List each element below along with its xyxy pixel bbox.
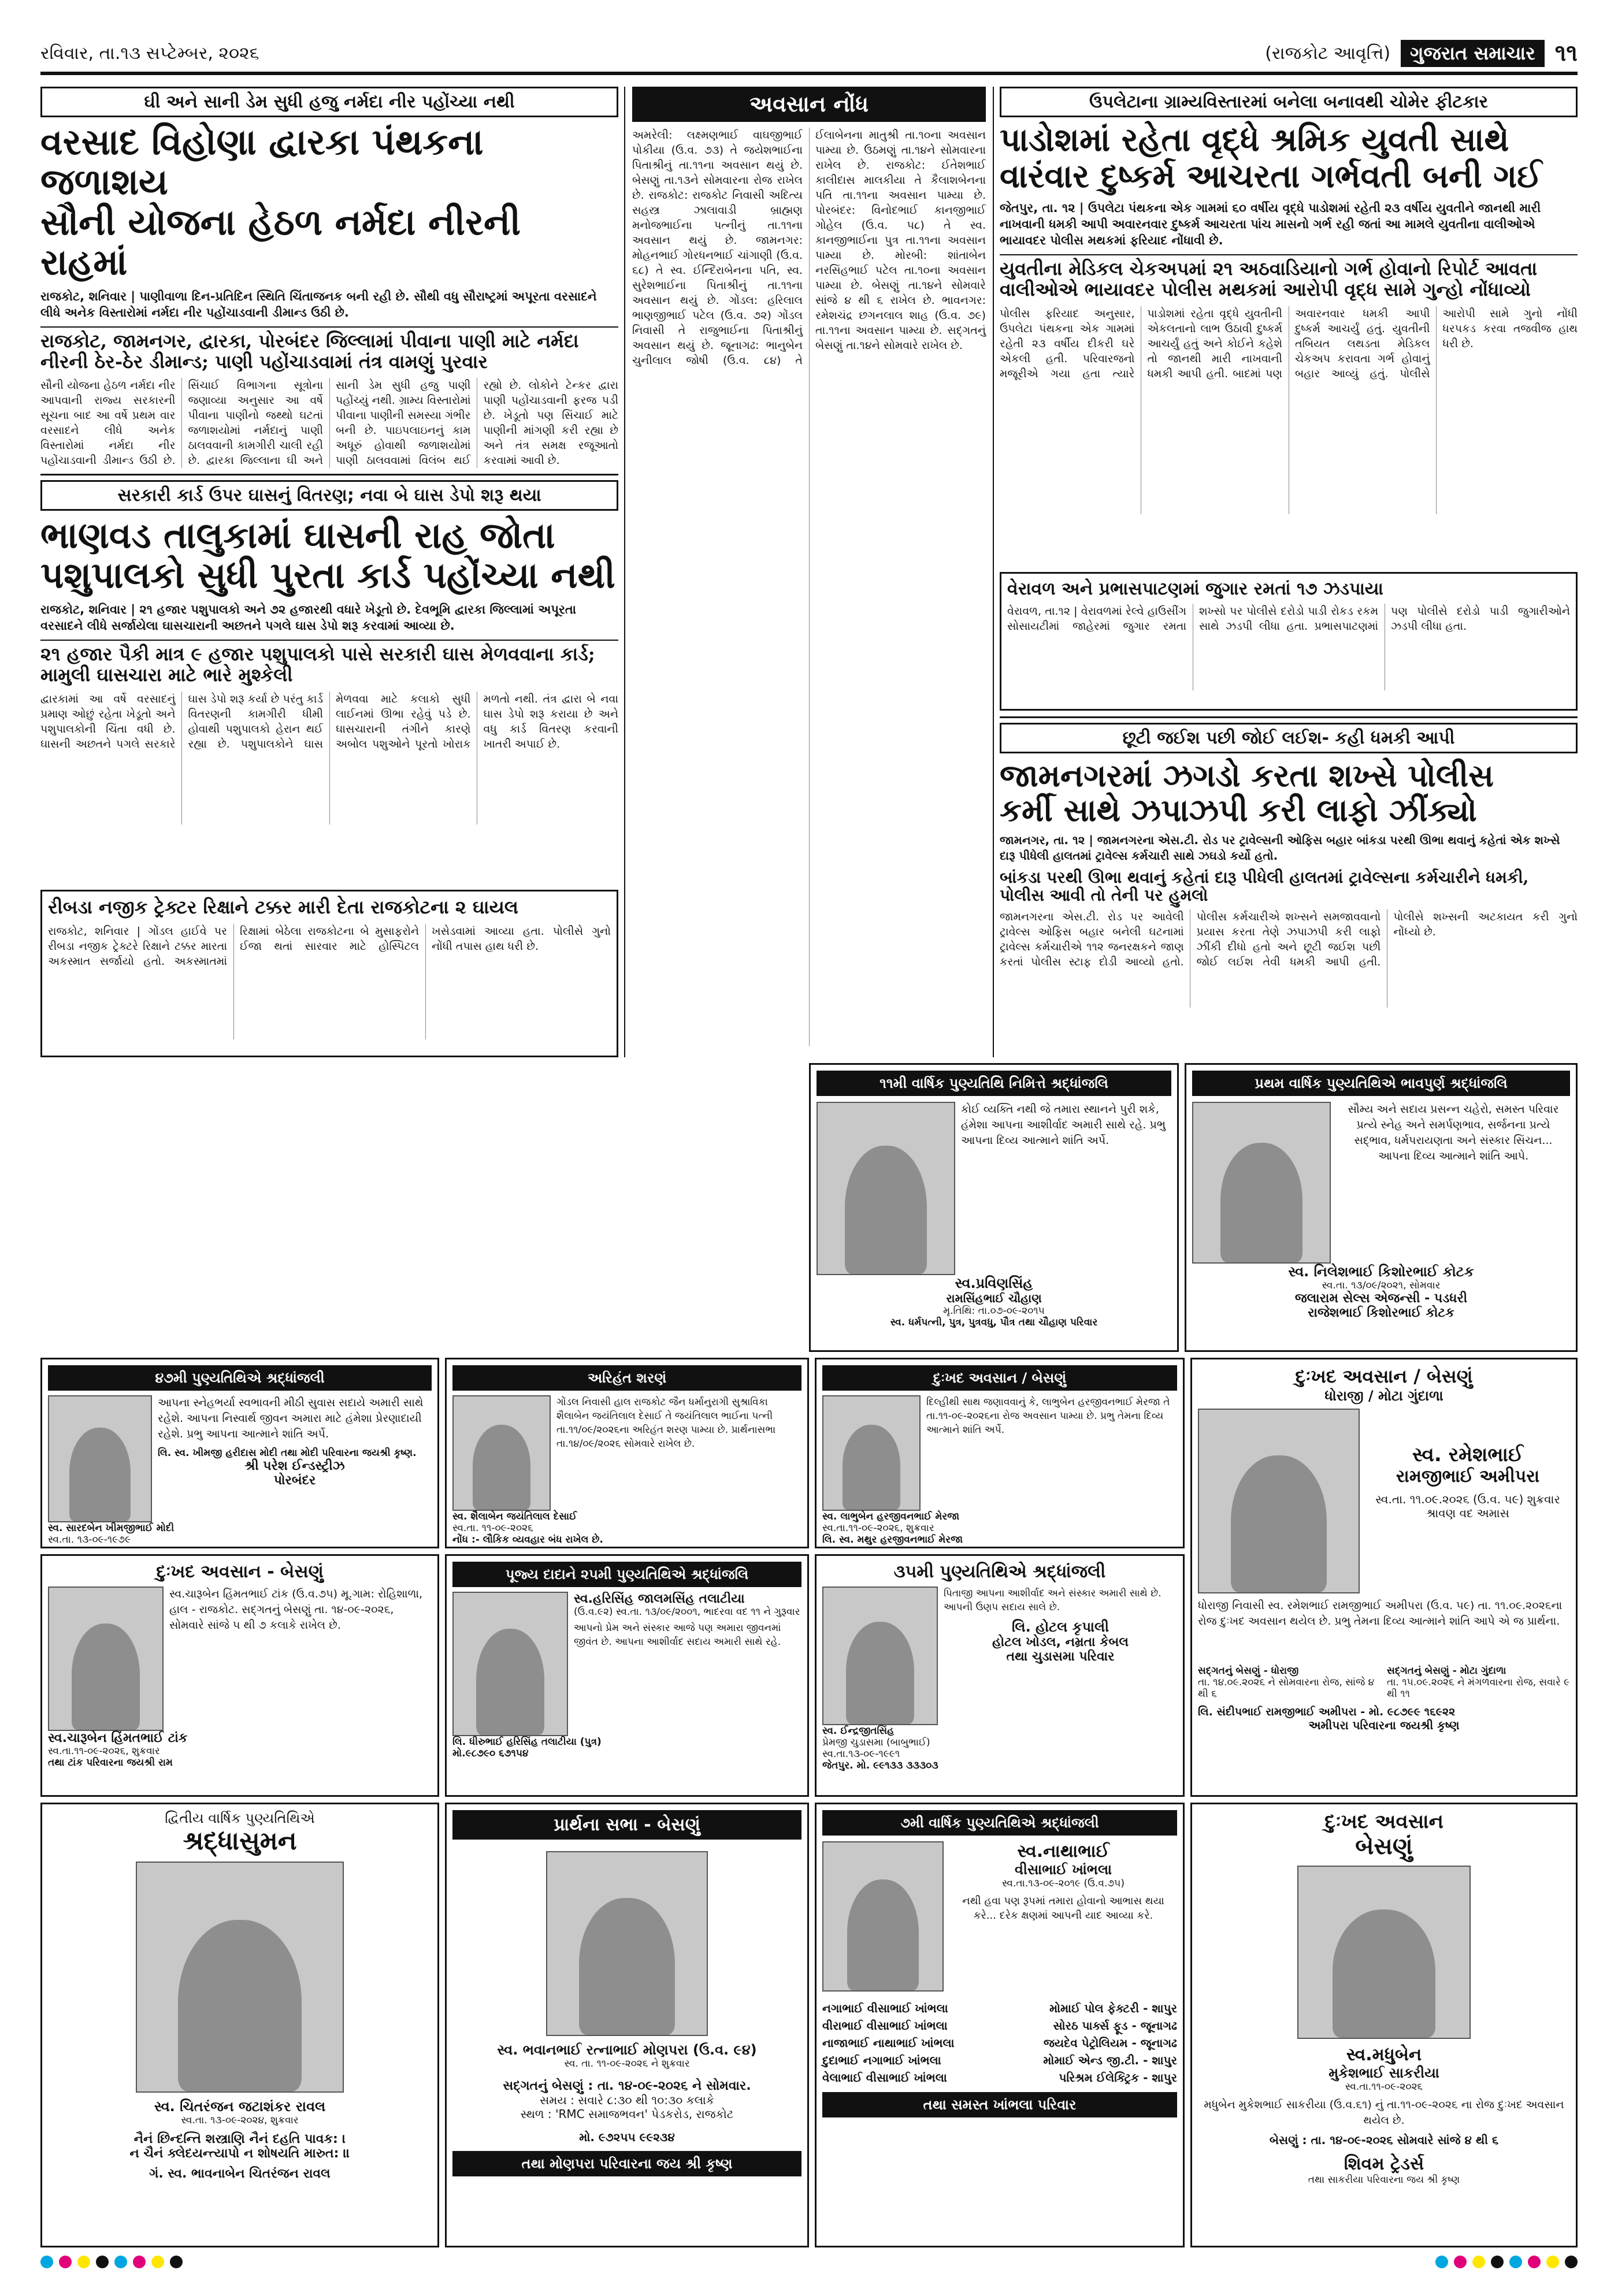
- story-police-lead: જામનગર, તા. ૧૨ | જામનગરના એસ.ટી. રોડ પર ટ્રાવેલ્સની ઓફિસ બહાર બાંકડા પરથી ઊભા થવાનું કહેતાં એક શખ્સે દારૂ પીધેલી હાલતમાં ટ્રાવેલ્સ કર્મચારી સાથે ઝઘડો કર્યો હતો.: [1000, 833, 1560, 863]
- ad-ramesh-date: સ્વ.તા. ૧૧.૦૯.૨૦૨૬ (ઉ.વ. ૫૯) શુક્રવાર: [1375, 1492, 1560, 1506]
- ad-bhavan-name: સ્વ. ભવાનભાઈ રત્નાભાઈ મોણપરા (ઉ.વ. ૯૪): [497, 2042, 757, 2058]
- ad-labhuben-date: સ્વ.તા.૧૧-૦૯-૨૦૨૬, શુક્રવાર: [822, 1522, 934, 1534]
- header-masthead: [1265, 40, 1578, 67]
- ad-bhavan-place: સ્થળ : 'RMC સમાજભવન' પેડકરોડ, રાજકોટ: [520, 2107, 734, 2121]
- family-firm: સોરઠ પાર્ક્સ ફૂડ - જૂનાગઢ: [1053, 2019, 1177, 2033]
- color-registration-marks: [40, 2253, 1578, 2271]
- portrait-photo: [48, 1587, 164, 1731]
- ad-harisinh-text: આપનો પ્રેમ અને સંસ્કાર આજે પણ અમારા જીવનમાં જીવંત છે. આપના આશીર્વાદ સદાય અમારી સાથે રહે.: [574, 1622, 781, 1648]
- page-header: [40, 35, 1578, 75]
- ad-chitranjan-verse2: ન ચૈનં ક્લેદયન્ત્યાપો ન શોષયતિ મારુત: ॥: [129, 2146, 350, 2161]
- portrait-photo: [452, 1592, 568, 1736]
- family-row: [822, 2069, 1177, 2086]
- story-police-subhead: બાંકડા પરથી ઊભા થવાનું કહેતાં દારૂ પીધેલી હાલતમાં ટ્રાવેલ્સના કર્મચારીને ધમકી, પોલીસ આવી તો તેની પર હુમલો: [1000, 867, 1529, 905]
- ad-tribute-indrajitsinh: [815, 1554, 1185, 1797]
- ad-tribute-saradben-family: લિ. સ્વ. ખીમજી હરીદાસ મોદી તથા મોદી પરિવારના જયશ્રી કૃષ્ણ.: [158, 1447, 417, 1459]
- story-police-kicker: છૂટી જઈશ પછી જોઈ લઈશ- કહી ધમકી આપી: [1000, 723, 1578, 753]
- ad-natha-title: ૭મી વાર્ષિક પુણ્યતિથિએ શ્રદ્ધાંજલી: [822, 1810, 1177, 1836]
- ad-labhuben-text: દિલ્હીથી સાથ જણાવવાનું કે, લાભુબેન હરજીવનભાઈ મેરજા તે તા.૧૧-૦૯-૨૦૨૬ના રોજ અવસાન પામ્યા છે. પ્રભુ તેમના દિવ્ય આત્માને શાંતિ અર્પે.: [926, 1396, 1170, 1436]
- ad-madhu-text: મધુબેન મુકેશભાઈ સાકરીયા (ઉ.વ.૬૧) નું તા.૧૧-૦૯-૨૦૨૬ ના રોજ દુઃખદ અવસાન થયેલ છે.: [1204, 2098, 1564, 2127]
- story-water-lead: રાજકોટ, શનિવાર | પાણીવાળા દિન-પ્રતિદિન સ્થિતિ ચિંતાજનક બની રહી છે. સૌથી વધુ સૌરાષ્ટ્રમાં અપૂરતા વરસાદને લીધે અનેક વિસ્તારોમાં નર્મદા નીર પહોંચાડવાની ડીમાન્ડ ઉઠી છે.: [40, 289, 597, 319]
- story-fodder: [40, 474, 618, 884]
- story-crime-kicker: ઉપલેટાના ગ્રામ્યવિસ્તારમાં બનેલા બનાવથી ચોમેર ફીટકાર: [1000, 87, 1578, 117]
- ad-tribute-pravinsinh-name: સ્વ.પ્રવિણસિંહ: [955, 1275, 1033, 1291]
- ad-tribute-pravinsinh: [809, 1063, 1179, 1352]
- portrait-photo: [1297, 1866, 1471, 2039]
- portrait-photo: [48, 1395, 152, 1522]
- ad-tribute-saradben-city: પોરબંદર: [273, 1473, 316, 1488]
- family-row: [822, 2052, 1177, 2069]
- ad-chitranjan-title2: શ્રદ્ધાસુમન: [183, 1826, 297, 1856]
- registration-dot: [96, 2256, 109, 2268]
- story-water: [40, 87, 618, 468]
- ad-ramesh-city: ધોરાજી / મોટા ગુંદાળા: [1324, 1388, 1443, 1404]
- story-crime-headline-2: વારંવાર દુષ્કર્મ આચરતા ગર્ભવતી બની ગઈ: [1000, 157, 1542, 195]
- registration-dot: [77, 2256, 90, 2268]
- story-crime-lead: જેતપુર, તા. ૧૨ | ઉપલેટા પંથકના એક ગામમાં ૬૦ વર્ષીય વૃદ્ધે પાડોશમાં રહેતી ૨૩ વર્ષીય યુવતીને જાનથી મારી નાખવાની ધમકી આપી અવારનવાર દુષ્કર્મ આચરતા પાંચ માસનો ગર્ભ રહી જતાં આ મામલે યુવતીના વાલીઓએ ભાયાવદર પોલીસ મથકમાં ફરિયાદ નોંધાવી છે.: [1000, 201, 1541, 248]
- portrait-photo: [546, 1851, 708, 2036]
- family-firm: જયદેવ પેટ્રોલિયમ - જૂનાગઢ: [1043, 2036, 1177, 2050]
- ad-natha-text: નથી હવા પણ રૂપમાં તમારા હોવાનો આભાસ થયા કરે... દરેક ક્ષણમાં આપની યાદ આવ્યા કરે.: [962, 1895, 1164, 1922]
- ad-tribute-nilesh-date: સ્વ.તા. ૧૩/૦૯/૨૦૨૧, સોમવાર: [1322, 1280, 1441, 1291]
- ad-madhu-title: દુઃખદ અવસાન: [1324, 1810, 1443, 1833]
- ad-ramesh-bes1-date: તા. ૧૪.૦૯.૨૦૨૬ ને સોમવારના રોજ, સાંજે ૪ થી ૬: [1198, 1677, 1375, 1700]
- header-edition: (રાજકોટ આવૃત્તિ): [1265, 43, 1391, 64]
- paper-logo: ગુજરાત સમાચાર: [1401, 40, 1545, 67]
- ad-ramesh-bes1: સદ્ગતનું બેસણું - ધોરાજી: [1198, 1665, 1299, 1677]
- ad-chitranjan-title: દ્વિતીય વાર્ષિક પુણ્યતિથિએ: [165, 1810, 315, 1826]
- ad-tribute-nilesh-title: પ્રથમ વાર્ષિક પુણ્યતિથિએ ભાવપુર્ણ શ્રદ્ધાંજલિ: [1192, 1071, 1570, 1096]
- ad-tribute-saradben-firm: શ્રી પરેશ ઈન્ડસ્ટ્રીઝ: [244, 1459, 345, 1473]
- ad-ramesh-name2: રામજીભાઈ અમીપરા: [1396, 1466, 1540, 1487]
- ad-obit-labhuben: [815, 1358, 1185, 1548]
- ad-tribute-saradben-title: ૪૭મી પુણ્યતિથિએ શ્રદ્ધાંજલી: [48, 1365, 432, 1391]
- ad-bhavan-date: સ્વ. તા. ૧૧-૦૯-૨૦૨૬ ને શુક્રવાર: [564, 2058, 690, 2070]
- portrait-photo: [452, 1395, 551, 1511]
- portrait-photo: [822, 1587, 938, 1725]
- ad-madhu-firm: શિવમ ટ્રેડર્સ: [1344, 2154, 1424, 2174]
- story-fodder-subhead: ૨૧ હજાર પૈકી માત્ર ૯ હજાર પશુપાલકો પાસે સરકારી ઘાસ મેળવવાના કાર્ડ; મામુલી ઘાસચારા માટે ભારે મુશ્કેલી: [40, 640, 618, 686]
- ad-tribute-nilesh: [1185, 1063, 1578, 1352]
- ad-natha-name2: વીસાભાઈ ખાંભલા: [1015, 1862, 1112, 1878]
- registration-dot: [1435, 2256, 1448, 2268]
- ad-tribute-nilesh-family: જલારામ સેલ્સ એજન્સી - પડધરી: [1294, 1291, 1468, 1306]
- ad-obit-charuben: [40, 1554, 439, 1797]
- family-firm: મોમાઈ પોલ ફેક્ટરી - શાપુર: [1049, 2001, 1177, 2015]
- family-member: નાજાભાઈ નાથાભાઈ ખાંભલા: [822, 2036, 955, 2050]
- ad-charuben-date: સ્વ.તા.૧૧-૦૯-૨૦૨૬, શુક્રવાર: [48, 1745, 160, 1757]
- ad-bhavan-title: પ્રાર્થના સભા - બેસણું: [452, 1810, 801, 1840]
- ad-bhavan-phone: મો. ૯૭૨૫૫ ૯૯૨૩૪: [579, 2130, 675, 2144]
- story-water-subhead: રાજકોટ, જામનગર, દ્વારકા, પોરબંદર જિલ્લામાં પીવાના પાણી માટે નર્મદા નીરની ઠેર-ઠેર ડીમાન્ડ; પાણી પહોંચાડવામાં તંત્ર વામણું પુરવાર: [40, 326, 618, 373]
- story-water-kicker: ઘી અને સાની ડેમ સુધી હજુ નર્મદા નીર પહોંચ્યા નથી: [40, 87, 618, 117]
- story-accident-headline: રીબડા નજીક ટ્રેક્ટર રિક્ષાને ટક્કર મારી દેતા રાજકોટના ૨ ઘાયલ: [48, 896, 518, 918]
- registration-dot: [151, 2256, 164, 2268]
- family-row: [822, 2034, 1177, 2052]
- story-gambling: [1000, 572, 1578, 711]
- ad-arihant-title: અરિહંત શરણં: [452, 1365, 801, 1391]
- story-water-headline-2: સૌની યોજના હેઠળ નર્મદા નીરની રાહમાં: [40, 200, 521, 284]
- ad-chitranjan-date: સ્વ.તા. ૧૩-૦૯-૨૦૨૪, શુક્રવાર: [181, 2115, 299, 2126]
- ad-indrajit-family: તથા ચુડાસમા પરિવાર: [1006, 1649, 1115, 1664]
- story-crime-body: પોલીસ ફરિયાદ અનુસાર, ઉપલેટા પંથકના એક ગામમાં રહેતી ૨૩ વર્ષીય દીકરી ઘરે એકલી હતી. પરિવારજનો મજૂરીએ ગયા હતા ત્યારે પાડોશમાં રહેતા વૃદ્ધે યુવતીની એકલતાનો લાભ ઉઠાવી દુષ્કર્મ આચર્યું હતું અને કોઈને કહેશે તો જાનથી મારી નાખવાની ધમકી આપી હતી. બાદમાં પણ અવારનવાર ધમકી આપી દુષ્કર્મ આચર્યું હતું. યુવતીની તબિયત લથડતા મેડિકલ ચેકઅપ કરાવતા ગર્ભ હોવાનું બહાર આવ્યું હતું. પોલીસે આરોપી સામે ગુનો નોંધી ધરપકડ કરવા તજવીજ હાથ ધરી છે.: [1000, 307, 1578, 381]
- ad-natha-name: સ્વ.નાથાભાઈ: [1017, 1841, 1109, 1862]
- obituary-section: [624, 87, 994, 1057]
- registration-dot: [40, 2256, 53, 2268]
- ad-arihant-note: નોંધ :- લૌકિક વ્યવહાર બંધ રાખેલ છે.: [452, 1534, 603, 1545]
- story-accident: [40, 890, 618, 1057]
- ad-tribute-nilesh-family2: રાજેશભાઈ કિશોરભાઈ કોટક: [1308, 1306, 1454, 1320]
- ad-arihant-text: ગોંડલ નિવાસી હાલ રાજકોટ જૈન ધર્માનુરાગી સુશ્રાવિકા શૈલાબેન જયંતિલાલ દેસાઈ તે જયંતિલાલ ભાઈના પત્ની તા.૧૧/૦૯/૨૦૨૬ના અરિહંત શરણ પામ્યા છે. પ્રાર્થનાસભા તા.૧૪/૦૯/૨૦૨૬ સોમવારે રાખેલ છે.: [556, 1396, 776, 1450]
- family-member: નગાભાઈ વીસાભાઈ ખાંભલા: [822, 2001, 948, 2015]
- ad-madhu-besanu: બેસણું : તા. ૧૪-૦૯-૨૦૨૬ સોમવારે સાંજે ૪ થી ૬: [1269, 2133, 1499, 2147]
- registration-dot: [59, 2256, 72, 2268]
- ad-labhuben-name: સ્વ. લાભુબેન હરજીવનભાઈ મેરજા: [822, 1511, 960, 1522]
- ad-madhu-title2: બેસણું: [1355, 1833, 1413, 1860]
- ad-bhavan-family: તથા મોણપરા પરિવારના જય શ્રી કૃષ્ણ: [452, 2151, 801, 2176]
- story-police: [1000, 716, 1578, 1057]
- portrait-photo: [1192, 1102, 1331, 1264]
- ad-tribute-pravinsinh-title: ૧૧મી વાર્ષિક પુણ્યતિથિ નિમિત્તે શ્રદ્ધાંજલિ: [817, 1071, 1171, 1096]
- story-water-headline-1: વરસાદ વિહોણા દ્વારકા પંથકના જળાશય: [40, 121, 484, 203]
- ad-bhavan-time: સમય : સવારે ૮:૩૦ થી ૧૦:૩૦ કલાકે: [540, 2093, 714, 2107]
- ad-harisinh-date: (ઉ.વ.૯૨) સ્વ.તા. ૧૩/૦૯/૨૦૦૧, ભાદરવા વદ ૧૧ ને ગુરૂવાર: [574, 1606, 800, 1618]
- ad-indrajit-date: સ્વ.તા.૧૩-૦૯-૧૯૯૧: [822, 1748, 900, 1760]
- ad-natha-family: તથા સમસ્ત ખાંભલા પરિવાર: [822, 2092, 1177, 2117]
- ad-bhavan-besanu: સદ્ગતનું બેસણું : તા. ૧૪-૦૯-૨૦૨૬ ને સોમવાર.: [503, 2079, 751, 2093]
- story-police-headline-1: જામનગરમાં ઝગડો કરતા શખ્સે પોલીસ: [1000, 757, 1494, 794]
- registration-dot: [133, 2256, 146, 2268]
- ad-tribute-pravinsinh-date: મૃ.તિથિ: તા.૦૭-૦૯-૨૦૧૫: [943, 1305, 1045, 1317]
- family-row: [822, 2017, 1177, 2034]
- obituary-title: અવસાન નોંધ: [632, 87, 986, 122]
- portrait-photo: [817, 1102, 955, 1275]
- ad-ramesh-text: ધોરાજી નિવાસી સ્વ. રમેશભાઈ રામજીભાઈ અમીપરા (ઉ.વ. ૫૯) તા. ૧૧.૦૯.૨૦૨૬ના રોજ દુઃખદ અવસાન થયેલ છે. પ્રભુ તેમના દિવ્ય આત્માને શાંતિ આપે એ જ પ્રાર્થના.: [1198, 1599, 1563, 1628]
- ad-prayer-bhavanbhai: [445, 1803, 809, 2247]
- ad-tribute-nathabhai: [815, 1803, 1185, 2247]
- ad-tribute-nilesh-text: સૌમ્ય અને સદાય પ્રસન્ન ચહેરો, સમસ્ત પરિવાર પ્રત્યે સ્નેહ અને સમર્પણભાવ, સર્જનના પ્રત્યે સદ્ભાવ, ધર્મપરાયણતા અને સંસ્કાર સિંચન... આપના દિવ્ય આત્માને શાંતિ આપે.: [1348, 1103, 1559, 1162]
- ad-tribute-pravinsinh-family: સ્વ. ધર્મપત્ની, પુત્ર, પુત્રવધુ, પૌત્ર તથા ચૌહાણ પરિવાર: [890, 1317, 1098, 1328]
- color-dots-left: [40, 2256, 183, 2268]
- story-crime-headline-1: પાડોશમાં રહેતા વૃદ્ધે શ્રમિક યુવતી સાથે: [1000, 121, 1509, 159]
- portrait-photo: [136, 1862, 344, 2093]
- page-number: ૧૧: [1554, 40, 1578, 66]
- ad-charuben-family: તથા ટાંક પરિવારના જયશ્રી રામ: [48, 1757, 173, 1769]
- ad-madhu-date: સ્વ.તા.૧૧-૦૯-૨૦૨૬: [1345, 2081, 1423, 2093]
- registration-dot: [1491, 2256, 1504, 2268]
- ad-ramesh-date2: શ્રાવણ વદ અમાસ: [1426, 1506, 1509, 1520]
- family-member: વેલાભાઈ વીસાભાઈ ખાંભલા: [822, 2071, 947, 2085]
- ad-madhu-family: તથા સાકરીયા પરિવારના જય શ્રી કૃષ્ણ: [1308, 2174, 1460, 2186]
- family-member: વીરાભાઈ વીસાભાઈ ખાંભલા: [822, 2019, 948, 2033]
- portrait-photo: [822, 1395, 921, 1511]
- ad-harisinh-title: પૂજ્ય દાદાને ૨૫મી પુણ્યતિથિએ શ્રદ્ધાંજલિ: [452, 1562, 801, 1587]
- ad-ramesh-name: સ્વ. રમેશભાઈ: [1412, 1443, 1524, 1466]
- ad-labhuben-title: દુઃખદ અવસાન / બેસણું: [822, 1365, 1177, 1391]
- ad-indrajit-name2: પ્રેમજી ચુડાસમા (બાબુભાઈ): [822, 1737, 930, 1748]
- family-row: [822, 2000, 1177, 2017]
- ad-charuben-name: સ્વ.ચારૂબેન હિંમતભાઈ ટાંક: [48, 1731, 188, 1745]
- ad-chitranjan-family: ગં. સ્વ. ભાવનાબેન ચિતરંજન રાવલ: [149, 2167, 331, 2181]
- ad-tribute-saradben: [40, 1358, 439, 1548]
- registration-dot: [1528, 2256, 1541, 2268]
- ad-harisinh-family: લિ. ધીરુભાઈ હરિસિંહ તલાટીયા (પુત્ર): [452, 1736, 602, 1748]
- story-fodder-headline-1: ભાણવડ તાલુકામાં ઘાસની રાહ જોતા: [40, 514, 555, 556]
- ad-tribute-pravinsinh-name2: રામસિંહભાઈ ચૌહાણ: [946, 1291, 1042, 1305]
- ad-tribute-saradben-name: સ્વ. સારદબેન ખીમજીભાઈ મોદી: [48, 1522, 175, 1534]
- family-firm: પરિશ્રમ ઈલેક્ટ્રિક - શાપુર: [1059, 2071, 1177, 2085]
- registration-dot: [170, 2256, 183, 2268]
- story-fodder-body: દ્વારકામાં આ વર્ષે વરસાદનું પ્રમાણ ઓછું રહેતા ખેડૂતો અને પશુપાલકોની ચિંતા વધી છે. ઘાસની અછતને પગલે સરકારે ઘાસ ડેપો શરૂ કર્યા છે પરંતુ કાર્ડ વિતરણની કામગીરી ધીમી હોવાથી પશુપાલકો હેરાન થઈ રહ્યા છે. પશુપાલકોને ઘાસ મેળવવા માટે કલાકો સુધી લાઈનમાં ઊભા રહેવું પડે છે. ઘાસચારાની તંગીને કારણે અબોલ પશુઓને પૂરતો ખોરાક મળતો નથી. તંત્ર દ્વારા બે નવા ઘાસ ડેપો શરૂ કરાયા છે અને વધુ કાર્ડ વિતરણ કરવાની ખાતરી અપાઈ છે.: [40, 692, 618, 751]
- ad-tribute-saradben-text: આપના સ્નેહભર્યા સ્વભાવની મીઠી સુવાસ સદાયે અમારી સાથે રહેશે. આપના નિસ્વાર્થ જીવન અમારા માટે હંમેશા પ્રેરણાદાયી રહેશે. પ્રભુ આપના આત્માને શાંતિ અર્પે.: [158, 1396, 424, 1440]
- ad-chitranjan-verse: નૈનં છિન્દન્તિ શસ્ત્રાણિ નૈનં દહતિ પાવક: ।: [133, 2132, 346, 2146]
- ad-obit-madhuben: [1190, 1803, 1578, 2247]
- ad-tribute-pravinsinh-text: કોઈ વ્યક્તિ નથી જે તમારા સ્થાનને પુરી શકે, હંમેશા આપના આશીર્વાદ અમારી સાથે રહે. પ્રભુ આપના દિવ્ય આત્માને શાંતિ અર્પે.: [961, 1103, 1166, 1147]
- family-firm: મોમાઈ એન્ડ જી.ટી. - શાપુર: [1043, 2053, 1177, 2067]
- story-crime: [1000, 87, 1578, 566]
- registration-dot: [1472, 2256, 1485, 2268]
- ad-arihant-sharanam: [445, 1358, 809, 1548]
- ad-indrajit-title: ૩૫મી પુણ્યતિથિએ શ્રદ્ધાંજલી: [893, 1562, 1106, 1582]
- ad-tribute-nilesh-name: સ્વ. નિલેશભાઈ કિશોરભાઈ કોટક: [1288, 1264, 1474, 1280]
- registration-dot: [114, 2256, 127, 2268]
- family-member: દુદાભાઈ નગાભાઈ ખાંભલા: [822, 2053, 941, 2067]
- ad-indrajit-text: પિતાજી આપના આશીર્વાદ અને સંસ્કાર અમારી સાથે છે. આપની ઉણપ સદાય સાલે છે.: [944, 1588, 1161, 1613]
- ad-ramesh-family2: અમીપરા પરિવારના જયશ્રી કૃષ્ણ: [1308, 1718, 1460, 1732]
- ad-ramesh-bes2-date: તા. ૧૫.૦૯.૨૦૨૬ ને મંગળવારના રોજ, સવારે ૯ થી ૧૧: [1387, 1677, 1570, 1700]
- story-police-headline-2: કર્મી સાથે ઝપાઝપી કરી લાફો ઝીંક્યો: [1000, 792, 1477, 829]
- ad-madhu-name2: મુકેશભાઈ સાકરીયા: [1328, 2065, 1439, 2081]
- ad-harisinh-phone: મો.૯૮૭૯૦ ૬૭૧૫૪: [452, 1748, 529, 1759]
- ad-indrajit-firm: લિ. હોટલ કૃપાલી: [1012, 1619, 1109, 1635]
- ad-tribute-chitranjan: [40, 1803, 439, 2247]
- registration-dot: [1509, 2256, 1522, 2268]
- story-accident-body: રાજકોટ, શનિવાર | ગોંડલ હાઈવે પર રીબડા નજીક ટ્રેક્ટરે રિક્ષાને ટક્કર મારતા અકસ્માત સર્જાયો હતો. અકસ્માતમાં રિક્ષામાં બેઠેલા રાજકોટના બે મુસાફરોને ઈજા થતાં સારવાર માટે હોસ્પિટલ ખસેડવામાં આવ્યા હતા. પોલીસે ગુનો નોંધી તપાસ હાથ ધરી છે.: [48, 924, 611, 968]
- story-crime-subhead: યુવતીના મેડિકલ ચેકઅપમાં ૨૧ અઠવાડિયાનો ગર્ભ હોવાનો રિપોર્ટ આવતા વાલીઓએ ભાયાવદર પોલીસ મથકમાં આરોપી વૃદ્ધ સામે ગુન્હો નોંધાવ્યો: [1000, 254, 1578, 300]
- story-water-body: સૌની યોજના હેઠળ નર્મદા નીર આપવાની રાજ્ય સરકારની સૂચના બાદ આ વર્ષે પ્રથમ વાર વરસાદને લીધે અનેક વિસ્તારોમાં નર્મદા નીર પહોંચાડવાની ડીમાન્ડ ઉઠી છે. સિંચાઈ વિભાગના સૂત્રોના જણાવ્યા અનુસાર આ વર્ષે પીવાના પાણીનો જથ્થો ઘટતાં જળાશયોમાં નર્મદાનું પાણી ઠાલવવાની કામગીરી ચાલી રહી છે. દ્વારકા જિલ્લાના ઘી અને સાની ડેમ સુધી હજુ પાણી પહોંચ્યું નથી. ગ્રામ્ય વિસ્તારોમાં પીવાના પાણીની સમસ્યા ગંભીર બની છે. પાઇપલાઇનનું કામ અધૂરું હોવાથી જળાશયોમાં પાણી ઠાલવવામાં વિલંબ થઈ રહ્યો છે. લોકોને ટેન્કર દ્વારા પાણી પહોંચાડવાની ફરજ પડી છે. ખેડૂતો પણ સિંચાઈ માટે પાણીની માંગણી કરી રહ્યા છે અને તંત્ર સમક્ષ રજૂઆતો કરવામાં આવી છે.: [40, 379, 618, 467]
- ad-indrajit-phone: જેતપુર. મો. ૯૯૧૩૩ ૩૩૩૦૩: [822, 1760, 938, 1771]
- obituary-body: અમરેલી: લક્ષ્મણભાઈ વાઘજીભાઈ પોકીયા (ઉ.વ. ૭૩) તે જયેશભાઈના પિતાશ્રીનું તા.૧૧ના અવસાન થયું છે. બેસણું તા.૧૩ને સોમવારના રોજ રાખેલ છે. રાજકોટ: રાજકોટ નિવાસી અદિત્ય સહસ્ત્ર ઝાલાવાડી બ્રાહ્મણ મનોજભાઈના પત્નીનું તા.૧૧ના અવસાન થયું છે. જામનગર: મોહનભાઈ ગોરધનભાઈ ચાંગાણી (ઉ.વ. ૬૮) તે સ્વ. ઈન્દિરાબેનના પતિ, સ્વ. સુરેશભાઈના પિતાશ્રીનું તા.૧૧ના અવસાન થયું છે. ગોંડલ: હરિલાલ ભાણજીભાઈ પટેલ (ઉ.વ. ૭૨) ગોંડલ નિવાસી તે રાજુભાઈના પિતાશ્રીનું અવસાન થયું છે. જૂનાગઢ: ભાનુબેન ચુનીલાલ જોષી (ઉ.વ. ૮૪) તે ઈલાબેનના માતુશ્રી તા.૧૦ના અવસાન પામ્યા છે. ઉઠમણું તા.૧૪ને સોમવારના રાખેલ છે. રાજકોટ: ઈતેશભાઈ કાલીદાસ માલકીયા તે કૈલાશબેનના પતિ તા.૧૧ના અવસાન પામ્યા છે. પોરબંદર: વિનોદભાઈ કાનજીભાઈ ગોહેલ (ઉ.વ. ૫૮) તે સ્વ. કાનજીભાઈના પુત્ર તા.૧૧ના અવસાન પામ્યા છે. મોરબી: શાંતાબેન નરસિંહભાઈ પટેલ તા.૧૦ના અવસાન પામ્યા છે. બેસણું તા.૧૪ને સોમવારે સાંજે ૪ થી ૬ રાખેલ છે. ભાવનગર: રમેશચંદ્ર છગનલાલ શાહ (ઉ.વ. ૭૯) તા.૧૧ના અવસાન પામ્યા છે. સદ્ગતનું બેસણું તા.૧૪ને સોમવારે રાખેલ છે.: [632, 129, 986, 367]
- ad-labhuben-family: લિ. સ્વ. મથુર હરજીવનભાઈ મેરજા: [822, 1534, 963, 1545]
- ad-tribute-harisinh: [445, 1554, 809, 1797]
- ad-chitranjan-name: સ્વ. ચિતરંજન જટાશંકર રાવલ: [154, 2098, 326, 2115]
- ad-obit-rameshbhai: [1190, 1358, 1578, 1797]
- story-fodder-headline-2: પશુપાલકો સુધી પુરતા કાર્ડ પહોંચ્યા નથી: [40, 554, 615, 597]
- ad-ramesh-family: લિ. સંદીપભાઈ રામજીભાઈ અમીપરા - મો. ૯૮૭૯૯ ૧૬૯૨૨: [1198, 1706, 1456, 1718]
- story-gambling-headline: વેરાવળ અને પ્રભાસપાટણમાં જુગાર રમતાં ૧૭ ઝડપાયા: [1007, 579, 1383, 599]
- ad-arihant-name: સ્વ. શૈલાબેન જયંતિલાલ દેસાઈ: [452, 1511, 577, 1522]
- story-police-body: જામનગરના એસ.ટી. રોડ પર આવેલી ટ્રાવેલ્સ ઓફિસ બહાર બનેલી ઘટનામાં ટ્રાવેલ્સ કર્મચારીએ ૧૧૨ જનરક્ષકને જાણ કરતાં પોલીસ સ્ટાફ દોડી આવ્યો હતો. પોલીસ કર્મચારીએ શખ્સને સમજાવવાનો પ્રયાસ કરતા તેણે ઝપાઝપી કરી લાફો ઝીંકી દીધો હતો અને છૂટી જઈશ પછી જોઈ લઈશ તેવી ધમકી આપી હતી. પોલીસે શખ્સની અટકાયત કરી ગુનો નોંધ્યો છે.: [1000, 910, 1578, 968]
- story-fodder-kicker: સરકારી કાર્ડ ઉપર ઘાસનું વિતરણ; નવા બે ઘાસ ડેપો શરૂ થયા: [40, 480, 618, 511]
- ad-ramesh-title: દુઃખદ અવસાન / બેસણું: [1295, 1365, 1473, 1387]
- ad-tribute-saradben-date: સ્વ.તા. ૧૩-૦૯-૧૯૭૯: [48, 1534, 131, 1545]
- story-fodder-lead: રાજકોટ, શનિવાર | ૨૧ હજાર પશુપાલકો અને ૭૨ હજારથી વધારે ખેડૂતો છે. દેવભૂમિ દ્વારકા જિલ્લામાં અપૂરતા વરસાદને લીધે સર્જાયેલા ઘાસચારાની અછતને પગલે ઘાસ ડેપો શરૂ કરવામાં આવ્યા છે.: [40, 602, 576, 633]
- registration-dot: [1565, 2256, 1578, 2268]
- ad-indrajit-name: સ્વ. ઈન્દ્રજીતસિંહ: [822, 1725, 895, 1737]
- story-gambling-body: વેરાવળ, તા.૧૨ | વેરાવળમાં રેલ્વે હાઉસીંગ સોસાયટીમાં જાહેરમાં જુગાર રમતા શખ્સો પર પોલીસે દરોડો પાડી રોકડ રકમ સાથે ઝડપી લીધા હતા. પ્રભાસપાટણમાં પણ પોલીસે દરોડો પાડી જુગારીઓને ઝડપી લીધા હતા.: [1007, 604, 1570, 633]
- ad-natha-date: સ્વ.તા.૧૩-૦૯-૨૦૧૯ (ઉ.વ.૭૫): [1002, 1878, 1125, 1889]
- registration-dot: [1454, 2256, 1467, 2268]
- registration-dot: [1546, 2256, 1559, 2268]
- portrait-photo: [1198, 1409, 1360, 1593]
- ad-madhu-name: સ્વ.મધુબેન: [1346, 2045, 1422, 2065]
- portrait-photo: [822, 1841, 944, 1992]
- color-dots-right: [1435, 2256, 1578, 2268]
- ad-charuben-title: દુઃખદ અવસાન - બેસણું: [156, 1562, 324, 1582]
- header-date: રવિવાર, તા.૧૩ સપ્ટેમ્બર, ૨૦૨૬: [40, 43, 259, 64]
- ad-indrajit-firm2: હોટલ ખોડલ, નમ્રતા કેબલ: [992, 1635, 1129, 1649]
- ad-charuben-text: સ્વ.ચારૂબેન હિંમતભાઈ ટાંક (ઉ.વ.૭૫) મૂ.ગામ: રોહિશાળા, હાલ - રાજકોટ. સદ્ગતનું બેસણું તા. ૧૪-૦૯-૨૦૨૬, સોમવારે સાંજે ૫ થી ૭ કલાકે રાખેલ છે.: [169, 1588, 423, 1632]
- ad-arihant-date: સ્વ.તા. ૧૧-૦૯-૨૦૨૬: [452, 1522, 533, 1534]
- ad-harisinh-name: સ્વ.હરિસિંહ જાલમસિંહ તલાટીયા: [574, 1592, 745, 1606]
- ad-natha-family-list: [822, 2000, 1177, 2086]
- ad-ramesh-bes2: સદ્ગતનું બેસણું - મોટા ગુંદાળા: [1387, 1665, 1506, 1677]
